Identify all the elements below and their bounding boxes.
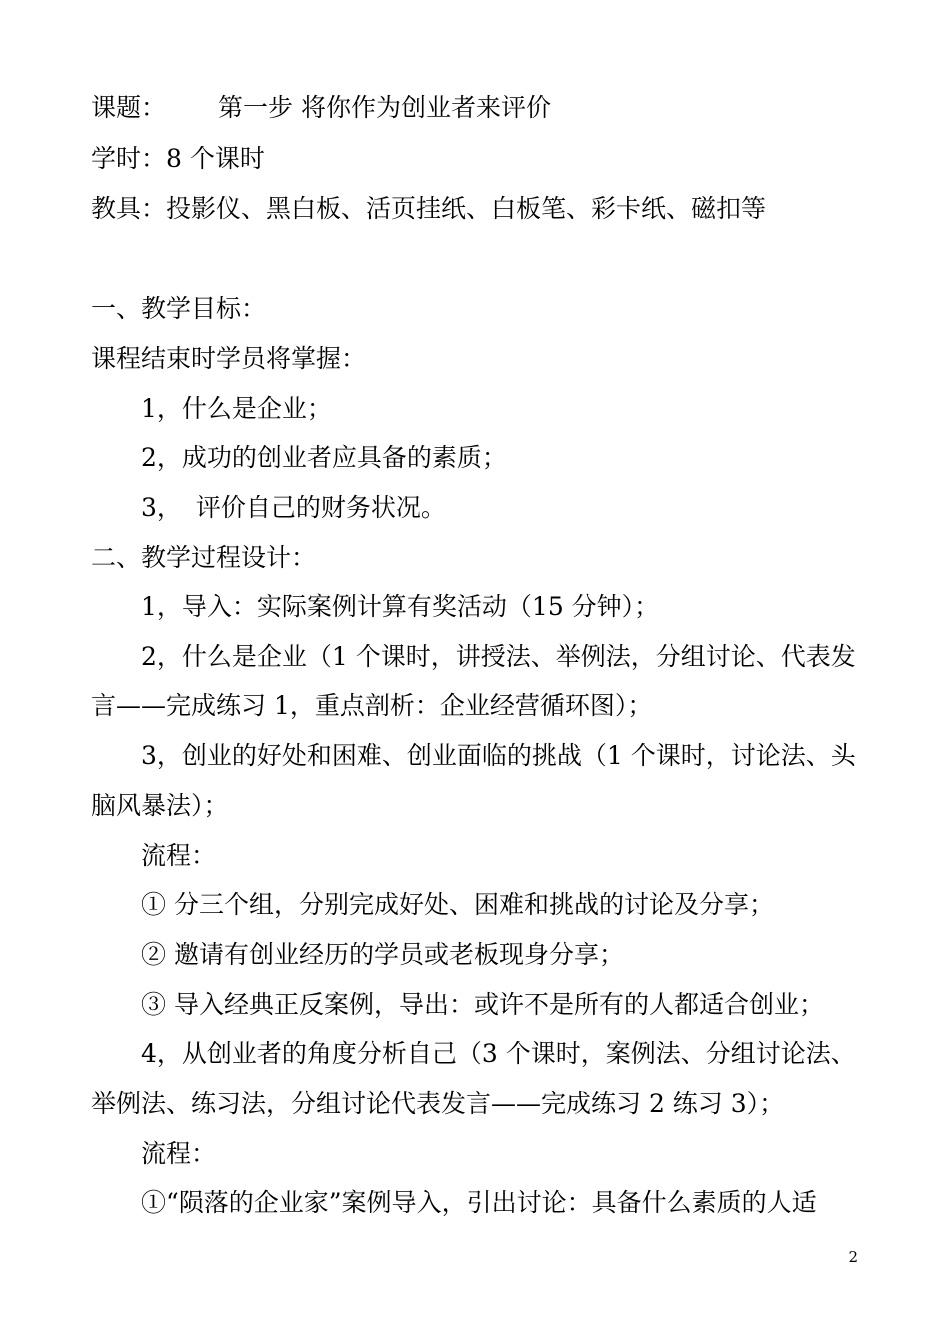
process-flow-step-4: ①“陨落的企业家”案例导入，引出讨论：具备什么素质的人适 [141,1188,817,1217]
objective-item-3 [141,493,446,523]
page-number: 2 [848,1248,858,1266]
topic-label: 课题： [91,93,167,122]
section-2-heading: 二、教学过程设计： [91,543,317,572]
topic-title: 第一步 将你作为创业者来评价 [218,93,551,122]
process-flow-step-1: ① 分三个组，分别完成好处、困难和挑战的讨论及分享； [141,890,774,919]
tools-line: 教具：投影仪、黑白板、活页挂纸、白板笔、彩卡纸、磁扣等 [91,194,767,223]
process-line-5: 脑风暴法）； [91,791,229,820]
process-flow-label-1: 流程： [141,841,217,870]
hours-line: 学时：8 个课时 [91,144,265,173]
objective-item-1: 1，什么是企业； [141,394,332,423]
process-line-3: 言——完成练习 1，重点剖析：企业经营循环图）； [91,691,653,720]
process-flow-step-3: ③ 导入经典正反案例，导出：或许不是所有的人都适合创业； [141,990,824,1019]
topic-line [91,93,551,123]
process-line-6: 4，从创业者的角度分析自己（3 个课时，案例法、分组讨论法、 [141,1039,856,1068]
process-line-2: 2，什么是企业（1 个课时，讲授法、举例法，分组讨论、代表发 [141,642,856,671]
process-line-1: 1，导入：实际案例计算有奖活动（15 分钟）； [141,592,660,621]
process-flow-step-2: ② 邀请有创业经历的学员或老板现身分享； [141,940,624,969]
objective-item-3-number: 3， [141,493,182,522]
process-line-4: 3，创业的好处和困难、创业面临的挑战（1 个课时，讨论法、头 [141,741,856,770]
section-1-intro: 课程结束时学员将掌握： [91,344,367,373]
objective-item-3-text: 评价自己的财务状况。 [195,493,446,522]
process-line-7: 举例法、练习法，分组讨论代表发言——完成练习 2 练习 3）； [91,1089,785,1118]
section-1-heading: 一、教学目标： [91,294,267,323]
process-flow-label-2: 流程： [141,1139,217,1168]
objective-item-2: 2，成功的创业者应具备的素质； [141,443,507,472]
